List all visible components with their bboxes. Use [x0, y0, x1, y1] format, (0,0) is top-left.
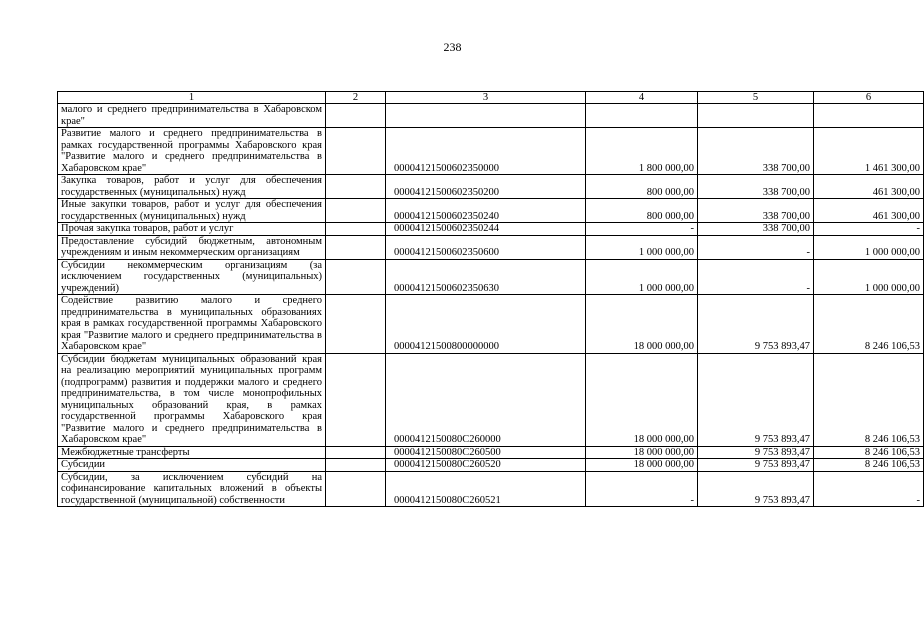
row-name: Прочая закупка товаров, работ и услуг — [58, 223, 326, 236]
row-col2 — [326, 259, 386, 295]
row-value-6: 1 461 300,00 — [814, 128, 924, 175]
row-col2 — [326, 295, 386, 354]
header-cell-5: 5 — [698, 92, 814, 104]
row-value-4: 1 000 000,00 — [586, 259, 698, 295]
row-value-5: 9 753 893,47 — [698, 295, 814, 354]
row-col2 — [326, 353, 386, 446]
row-value-4: 1 000 000,00 — [586, 235, 698, 259]
row-value-6 — [814, 104, 924, 128]
table-row — [58, 235, 924, 259]
row-name: Субсидии некоммерческим организациям (за исключением государственных (муниципальных) учреждений) — [58, 259, 326, 295]
table-row — [58, 295, 924, 354]
row-value-5: 9 753 893,47 — [698, 471, 814, 507]
row-col2 — [326, 459, 386, 472]
row-name: Межбюджетные трансферты — [58, 446, 326, 459]
row-code: 0000412150080C260500 — [386, 446, 586, 459]
row-value-6: 461 300,00 — [814, 175, 924, 199]
table-header-row — [58, 92, 924, 104]
row-code: 00004121500602350600 — [386, 235, 586, 259]
row-col2 — [326, 446, 386, 459]
row-col2 — [326, 175, 386, 199]
row-name: Субсидии — [58, 459, 326, 472]
row-name: Развитие малого и среднего предпринимательства в рамках государственной программы Хабаровского края "Развитие малого и среднего предпринимательства в Хабаровском крае" — [58, 128, 326, 175]
row-value-4: 18 000 000,00 — [586, 295, 698, 354]
row-value-4: - — [586, 471, 698, 507]
row-name: Субсидии бюджетам муниципальных образований края на реализацию мероприятий муниципальных программ (подпрограмм) развития и поддержки малого и среднего предпринимательства, в том числе монопрофильных муниципальных образований края, в рамках государственной программы Хабаровского края "Развитие малого и среднего предпринимательства в Хабаровском крае" — [58, 353, 326, 446]
budget-table — [57, 91, 924, 507]
row-col2 — [326, 471, 386, 507]
row-value-4 — [586, 104, 698, 128]
row-value-6: - — [814, 471, 924, 507]
header-cell-4: 4 — [586, 92, 698, 104]
row-value-4: 18 000 000,00 — [586, 446, 698, 459]
row-value-5: 338 700,00 — [698, 175, 814, 199]
row-value-5: 338 700,00 — [698, 128, 814, 175]
row-value-6: 8 246 106,53 — [814, 295, 924, 354]
row-value-4: 1 800 000,00 — [586, 128, 698, 175]
row-value-5: 338 700,00 — [698, 199, 814, 223]
row-value-6: 1 000 000,00 — [814, 259, 924, 295]
table-row — [58, 175, 924, 199]
row-value-6: 8 246 106,53 — [814, 353, 924, 446]
row-col2 — [326, 223, 386, 236]
row-value-5: 9 753 893,47 — [698, 459, 814, 472]
row-name: Предоставление субсидий бюджетным, автономным учреждениям и иным некоммерческим организациям — [58, 235, 326, 259]
row-value-4: 18 000 000,00 — [586, 353, 698, 446]
header-cell-1: 1 — [58, 92, 326, 104]
row-name: Закупка товаров, работ и услуг для обеспечения государственных (муниципальных) нужд — [58, 175, 326, 199]
table-row — [58, 446, 924, 459]
row-code: 0000412150080C260520 — [386, 459, 586, 472]
table-row — [58, 223, 924, 236]
table-row — [58, 459, 924, 472]
row-value-5 — [698, 104, 814, 128]
row-col2 — [326, 104, 386, 128]
table-row — [58, 471, 924, 507]
row-value-6: 461 300,00 — [814, 199, 924, 223]
row-code: 0000412150080C260521 — [386, 471, 586, 507]
row-col2 — [326, 128, 386, 175]
row-code: 00004121500602350630 — [386, 259, 586, 295]
row-code: 00004121500800000000 — [386, 295, 586, 354]
table-row — [58, 128, 924, 175]
table-row — [58, 199, 924, 223]
row-name: Субсидии, за исключением субсидий на софинансирование капитальных вложений в объекты государственной (муниципальной) собственности — [58, 471, 326, 507]
row-value-6: - — [814, 223, 924, 236]
row-value-4: 18 000 000,00 — [586, 459, 698, 472]
row-col2 — [326, 235, 386, 259]
row-value-4: 800 000,00 — [586, 175, 698, 199]
row-value-5: 9 753 893,47 — [698, 353, 814, 446]
row-value-4: 800 000,00 — [586, 199, 698, 223]
row-name: малого и среднего предпринимательства в Хабаровском крае" — [58, 104, 326, 128]
table-row — [58, 259, 924, 295]
row-value-5: 9 753 893,47 — [698, 446, 814, 459]
row-code: 00004121500602350240 — [386, 199, 586, 223]
row-code — [386, 104, 586, 128]
row-code: 00004121500602350200 — [386, 175, 586, 199]
row-value-5: 338 700,00 — [698, 223, 814, 236]
row-code: 00004121500602350244 — [386, 223, 586, 236]
header-cell-3: 3 — [386, 92, 586, 104]
row-col2 — [326, 199, 386, 223]
row-name: Иные закупки товаров, работ и услуг для обеспечения государственных (муниципальных) нужд — [58, 199, 326, 223]
row-code: 0000412150080C260000 — [386, 353, 586, 446]
page-number: 238 — [443, 40, 462, 54]
table-row — [58, 353, 924, 446]
row-value-5: - — [698, 235, 814, 259]
row-value-6: 8 246 106,53 — [814, 459, 924, 472]
table-row — [58, 104, 924, 128]
row-code: 00004121500602350000 — [386, 128, 586, 175]
row-value-6: 8 246 106,53 — [814, 446, 924, 459]
row-value-6: 1 000 000,00 — [814, 235, 924, 259]
row-value-4: - — [586, 223, 698, 236]
row-name: Содействие развитию малого и среднего предпринимательства в муниципальных образованиях края в рамках государственной программы Хабаровского края "Развитие малого и среднего предпринимательства в Хабаровском крае" — [58, 295, 326, 354]
header-cell-6: 6 — [814, 92, 924, 104]
header-cell-2: 2 — [326, 92, 386, 104]
row-value-5: - — [698, 259, 814, 295]
